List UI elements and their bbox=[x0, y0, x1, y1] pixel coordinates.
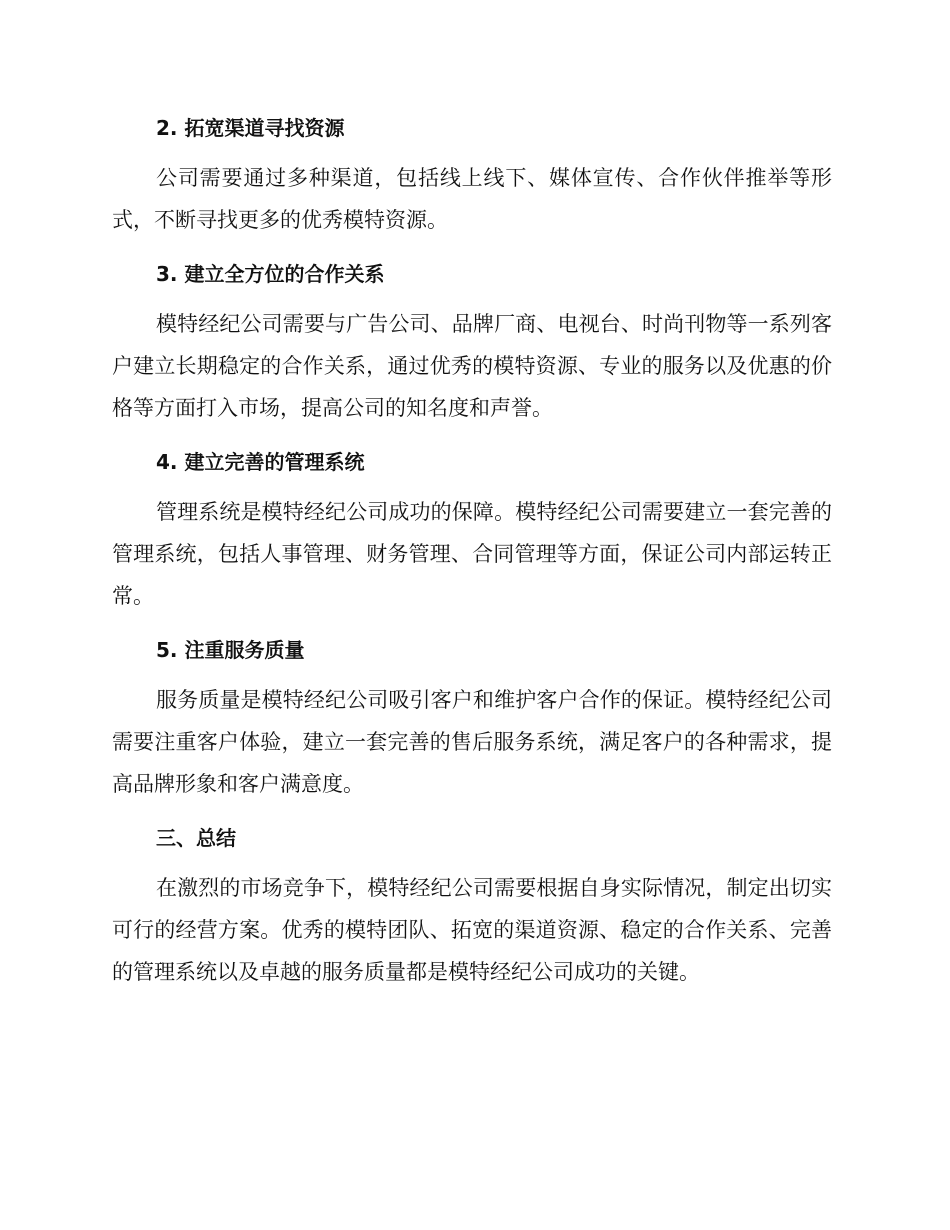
document-page bbox=[112, 107, 832, 1005]
section-heading-3: 3. 建立全方位的合作关系 bbox=[156, 262, 385, 286]
summary-paragraph: 在激烈的市场竞争下，模特经纪公司需要根据自身实际情况，制定出切实可行的经营方案。优秀的模特团队、拓宽的渠道资源、稳定的合作关系、完善的管理系统以及卓越的服务质量都是模特经纪公司成功的关键。 bbox=[112, 876, 832, 984]
section-heading-5: 5. 注重服务质量 bbox=[156, 638, 305, 662]
section-heading-2: 2. 拓宽渠道寻找资源 bbox=[156, 116, 345, 140]
section-paragraph-5: 服务质量是模特经纪公司吸引客户和维护客户合作的保证。模特经纪公司需要注重客户体验，建立一套完善的售后服务系统，满足客户的各种需求，提高品牌形象和客户满意度。 bbox=[112, 688, 832, 796]
section-paragraph-4: 管理系统是模特经纪公司成功的保障。模特经纪公司需要建立一套完善的管理系统，包括人事管理、财务管理、合同管理等方面，保证公司内部运转正常。 bbox=[112, 500, 832, 608]
section-paragraph-3: 模特经纪公司需要与广告公司、品牌厂商、电视台、时尚刊物等一系列客户建立长期稳定的合作关系，通过优秀的模特资源、专业的服务以及优惠的价格等方面打入市场，提高公司的知名度和声誉。 bbox=[112, 312, 832, 420]
summary-heading: 三、总结 bbox=[156, 826, 236, 850]
section-heading-4: 4. 建立完善的管理系统 bbox=[156, 450, 365, 474]
section-paragraph-2: 公司需要通过多种渠道，包括线上线下、媒体宣传、合作伙伴推举等形式，不断寻找更多的优秀模特资源。 bbox=[112, 166, 832, 232]
